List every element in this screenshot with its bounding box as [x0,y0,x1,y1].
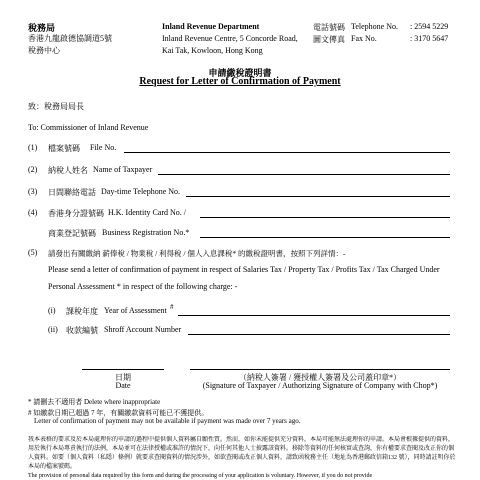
year-input-line[interactable] [178,315,450,316]
hkid-input-line[interactable] [200,217,450,218]
taxpayer-name-label-en: Name of Taxpayer [93,165,153,174]
date-label-en: Date [115,381,131,390]
file-no-label-en: File No. [90,143,117,152]
dept-address-en-1: Inland Revenue Centre, 5 Concorde Road, [162,34,298,43]
tel-value: : 2594 5229 [410,22,449,31]
item5-text-en-2: Personal Assessment * in respect of the following charge: - [48,282,238,291]
telephone-label-en: Day-time Telephone No. [101,187,181,196]
field-num: (3) [28,187,38,196]
field-num: (4) [28,208,38,217]
fax-value: : 3170 5647 [410,34,449,43]
telephone-input-line[interactable] [186,196,450,197]
taxpayer-name-input-line[interactable] [158,174,450,175]
to-en: To: Commissioner of Inland Revenue [28,123,149,132]
telephone-label-zh: 日間聯絡電話 [48,188,96,197]
field-num: (5) [28,248,38,257]
privacy-statement-zh: 我本表格的要求及於本局處理你的申請的過程中提供個人資料屬自願性質。然而，如你未能提供充分資料，本局可能無法處理你的申請。本局會根據提供的資料，用於執行本局專責執行的法例，本局並可在法律授權或准許的情況下，向任何其他人士披露該資料。移除等資料的任何核實或查詢，你有權要求查閱及改正你的個人資料。如要（個人資料（私隱）條例）就要求查閱資料的情況涉外，如欲查閱或改正個人資料，請致函稅務主任（地址為香港郵政信箱132 號），同時請註明你於本局的檔案號碼。 [28,437,456,470]
tel-label-en: Telephone No. [351,22,398,31]
fax-label-en: Fax No. [351,34,377,43]
dept-name-en: Inland Revenue Department [162,22,260,31]
field-num: (1) [28,143,38,152]
signature-input-line[interactable] [190,369,450,370]
date-input-line[interactable] [82,369,164,370]
privacy-statement-en: The provision of personal data required by this form and during the processing of your application is voluntary. However, if you do not provide [28,473,373,479]
hkid-label-en: H.K. Identity Card No. / [108,208,186,217]
signature-label-zh: （納稅人簽署 / 獲授權人簽署及公司蓋印章*） [238,373,402,382]
title-en: Request for Letter of Confirmation of Payment [139,76,341,87]
note-delete: * 請刪去不適用者 Delete where inappropriate [28,398,161,406]
to-zh: 致：稅務局局長 [28,102,84,111]
shroff-label-zh: 收款編號 [66,326,98,335]
title-zh: 申請繳稅證明書 [208,68,272,78]
shroff-input-line[interactable] [188,334,450,335]
hkid-label-zh: 香港身分證號碼 [48,209,104,218]
year-label-zh: 課稅年度 [66,307,98,316]
br-input-line[interactable] [200,237,450,238]
sub-num: (ii) [48,325,58,334]
note-seven-years-en: Letter of confirmation of payment may not be available if payment was made over 7 years ago. [34,417,301,425]
fax-label-zh: 圖文傳真 [313,35,345,44]
note-seven-years-zh: # 如繳款日期已超過 7 年，有關繳款資料可能已不獲提供。 [28,409,209,417]
file-no-input-line[interactable] [124,152,450,153]
year-note-mark: # [170,303,174,311]
org-address-zh-1: 香港九龍啟德協調道5號 [28,34,112,43]
date-label-zh: 日期 [115,373,131,382]
shroff-label-en: Shroff Account Number [104,325,182,334]
org-name-zh: 稅務局 [28,23,56,33]
field-num: (2) [28,165,38,174]
year-label-en: Year of Assessment [104,306,167,315]
taxpayer-name-label-zh: 納稅人姓名 [48,166,88,175]
file-no-label-zh: 檔案號碼 [48,144,80,153]
signature-label-en: (Signature of Taxpayer / Authorizing Signature of Company with Chop*) [202,381,438,390]
br-label-zh: 商業登記號碼 [48,229,96,238]
tel-label-zh: 電話號碼 [313,23,345,32]
dept-address-en-2: Kai Tak, Kowloon, Hong Kong [162,46,263,55]
br-label-en: Business Registration No.* [102,228,190,237]
item5-text-en-1: Please send a letter of confirmation of payment in respect of Salaries Tax / Property Tax / Profits Tax / Tax Charged Under [48,265,440,274]
item5-text-zh: 請發出有關繳納 薪俸稅 / 物業稅 / 利得稅 / 個人入息課稅* 的繳稅證明書，按照下列詳情：- [48,249,346,258]
org-address-zh-2: 稅務中心 [28,46,60,55]
sub-num: (i) [48,306,56,315]
